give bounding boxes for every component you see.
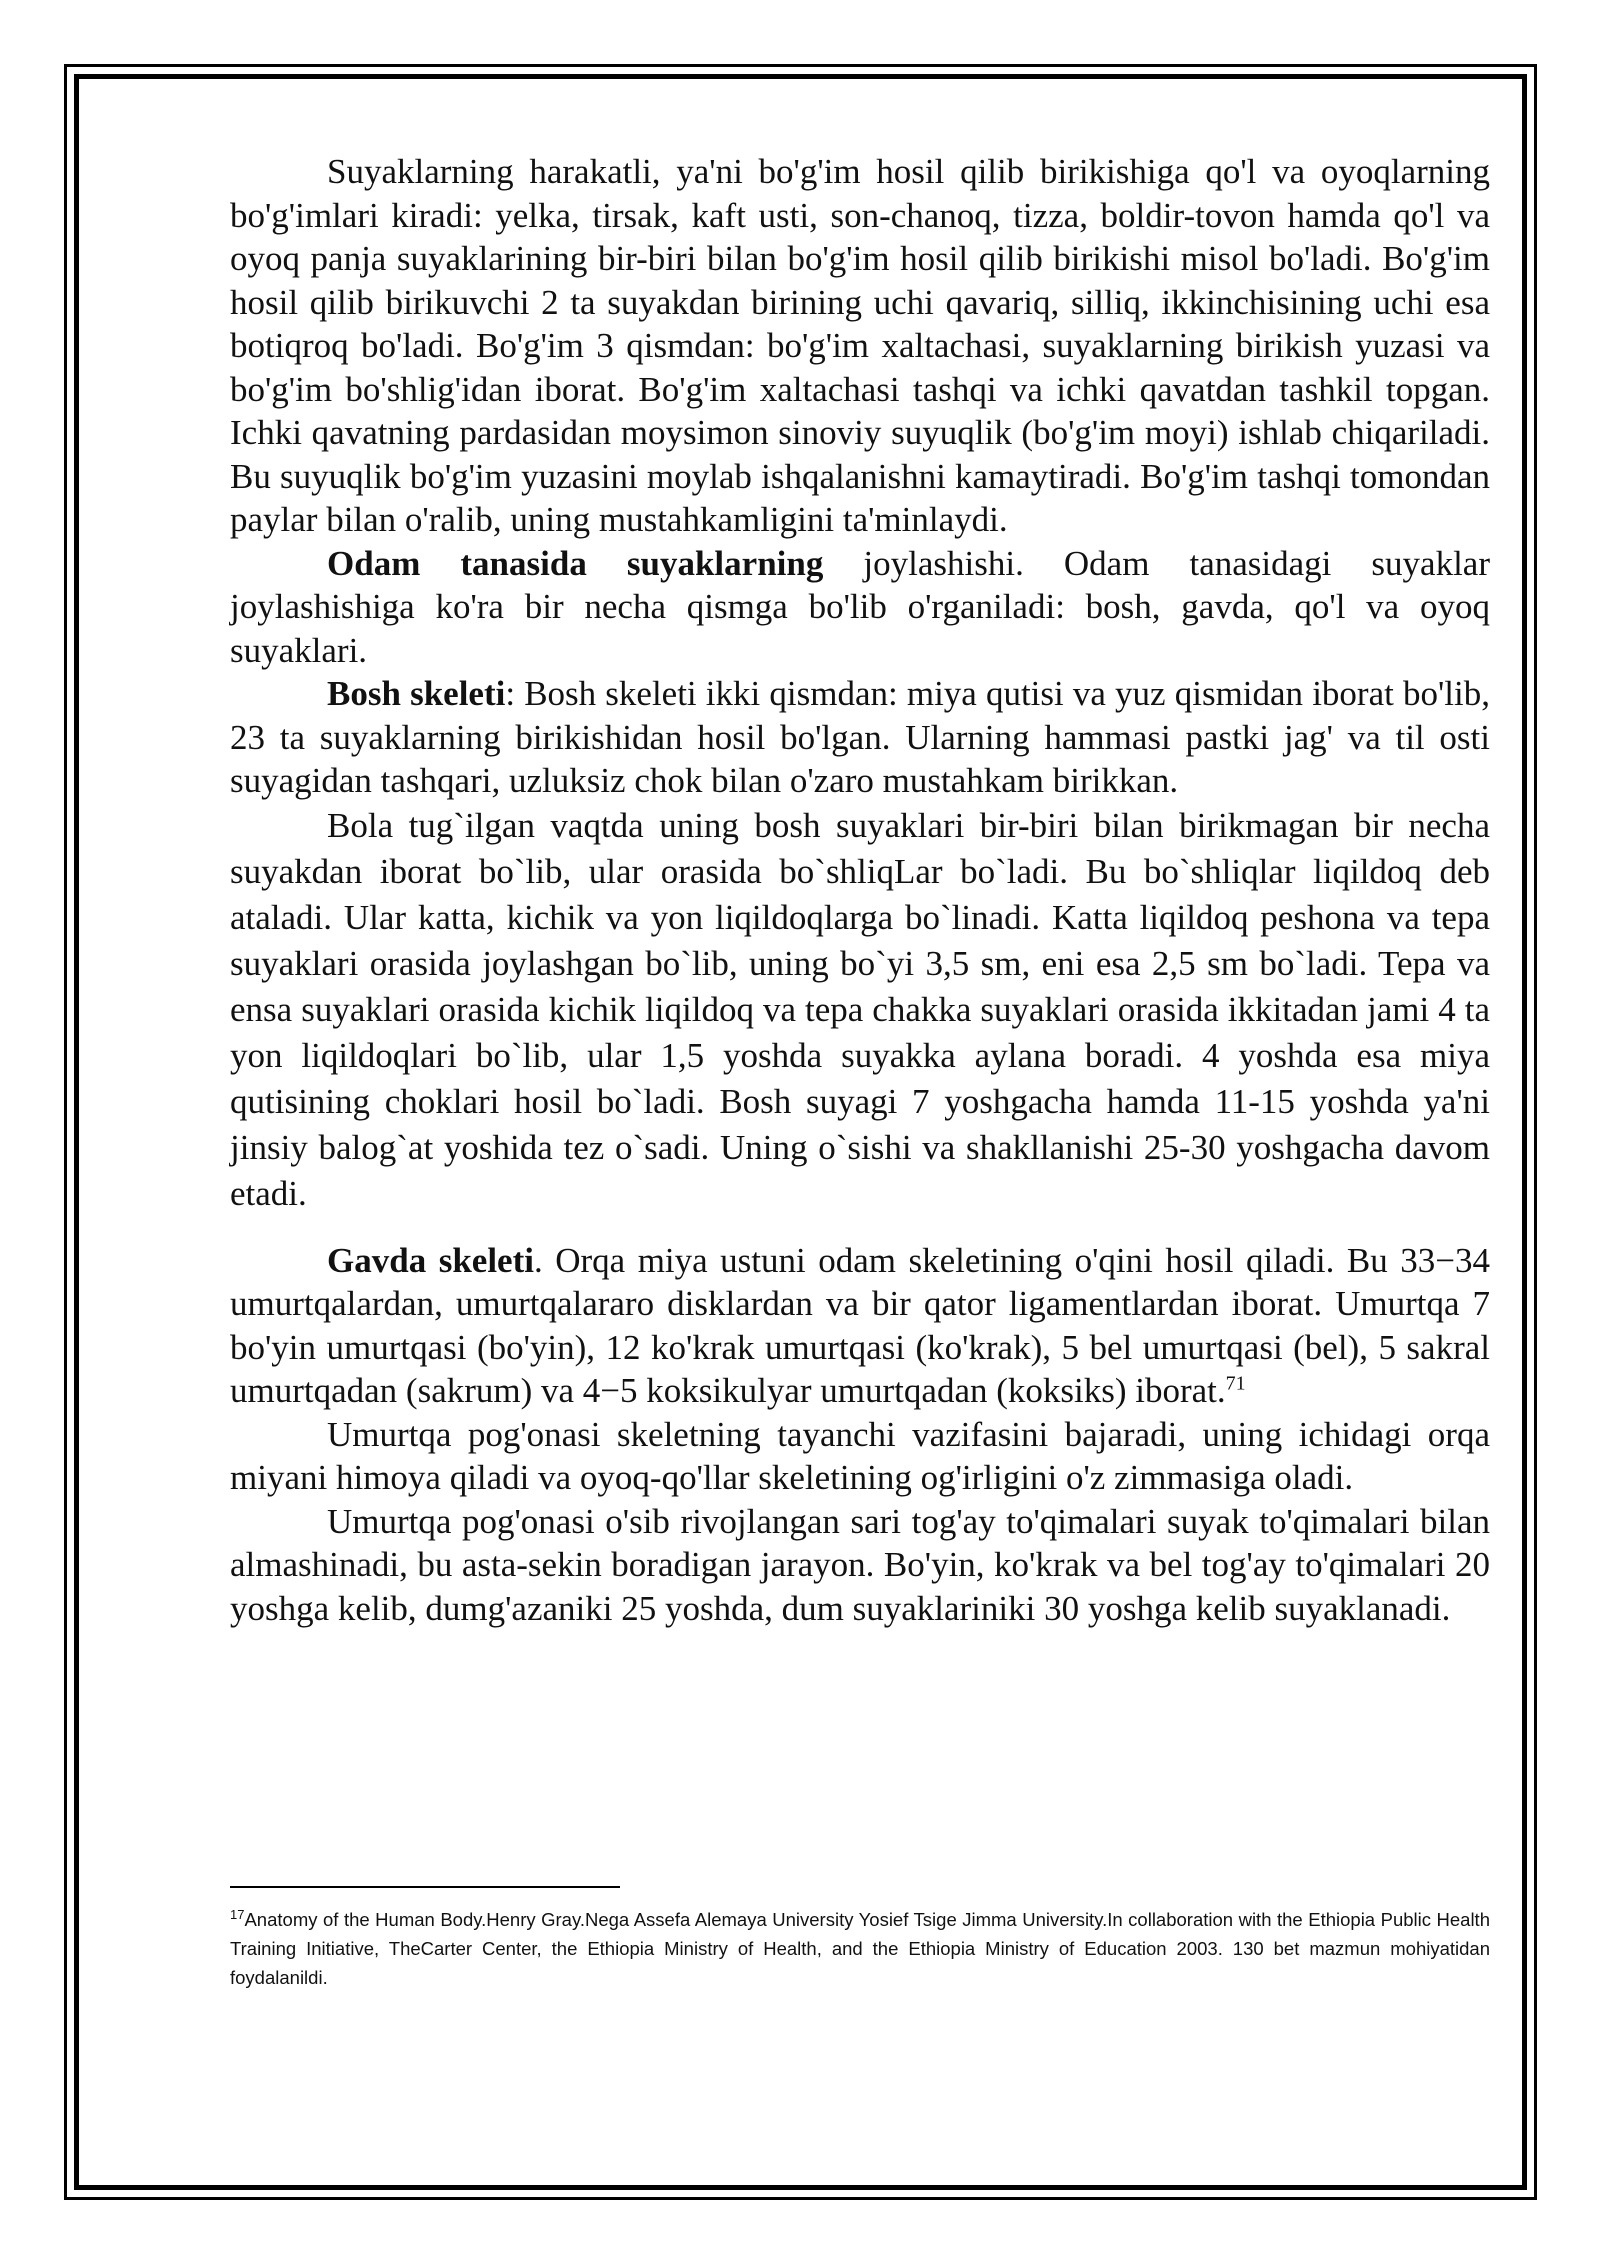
paragraph-text: : Bosh skeleti ikki qismdan: miya qutisi va yuz qismidan iborat bo'lib, 23 ta suyaklarning birikishidan hosil bo'lgan. Ularning hammasi pastki jag' va til osti suyagidan tashqari, uzluksiz chok bilan o'zaro mustahkam birikkan. <box>230 674 1490 800</box>
footnote-reference[interactable]: 71 <box>1225 1372 1246 1395</box>
paragraph-trunk <box>230 1239 1490 1413</box>
paragraph-bone-location <box>230 542 1490 673</box>
bold-heading-trunk: Gavda skeleti <box>327 1240 534 1280</box>
paragraph-joints: Suyaklarning harakatli, ya'ni bo'g'im hosil qilib birikishiga qo'l va oyoqlarning bo'g'imlari kiradi: yelka, tirsak, kaft usti, son-chanoq, tizza, boldir-tovon hamda qo'l va oyoq panja suyaklarining bir-biri bilan bo'g'im hosil qilib birikishi misol bo'ladi. Bo'g'im hosil qilib birikuvchi 2 ta suyakdan birining uchi qavariq, silliq, ikkinchisining uchi esa botiqroq bo'ladi. Bo'g'im 3 qismdan: bo'g'im xaltachasi, suyaklarning birikish yuzasi va bo'g'im bo'shlig'idan iborat. Bo'g'im xaltachasi tashqi va ichki qavatdan tashkil topgan. Ichki qavatning pardasidan moysimon sinoviy suyuqlik (bo'g'im moyi) ishlab chiqariladi. Bu suyuqlik bo'g'im yuzasini moylab ishqalanishni kamaytiradi. Bo'g'im tashqi tomondan paylar bilan o'ralib, uning mustahkamligini ta'minlaydi. <box>230 152 1490 539</box>
paragraph-spine-function: Umurtqa pog'onasi skeletning tayanchi vazifasini bajaradi, uning ichidagi orqa miyani himoya qiladi va oyoq-qo'llar skeletining og'irligini o'z zimmasiga oladi. <box>230 1414 1490 1497</box>
bold-heading-skull: Bosh skeleti <box>327 674 506 713</box>
bold-heading-bone-location: Odam tanasida suyaklarning <box>327 543 824 583</box>
document-body <box>230 150 1490 1630</box>
footnote-separator <box>230 1886 620 1888</box>
paragraph-fontanelles: Bola tug`ilgan vaqtda uning bosh suyaklari bir-biri bilan birikmagan bir necha suyakdan iborat bo`lib, ular orasida bo`shliqLar bo`ladi. Bu bo`shliqlar liqildoq deb ataladi. Ular katta, kichik va yon liqildoqlarga bo`linadi. Katta liqildoq peshona va tepa suyaklari orasida joylashgan bo`lib, uning bo`yi 3,5 sm, eni esa 2,5 sm bo`ladi. Tepa va ensa suyaklari orasida kichik liqildoq va tepa chakka suyaklari orasida ikkitadan jami 4 ta yon liqildoqlari bo`lib, ular 1,5 yoshda suyakka aylana boradi. 4 yoshda esa miya qutisining choklari hosil bo`ladi. Bosh suyagi 7 yoshgacha hamda 11-15 yoshda ya'ni jinsiy balog`at yoshida tez o`sadi. Uning o`sishi va shakllanishi 25-30 yoshgacha davom etadi. <box>230 805 1490 1213</box>
paragraph-skull <box>230 672 1490 803</box>
footnote <box>230 1905 1490 1992</box>
paragraph-gap <box>230 1217 1490 1239</box>
paragraph-text: joylashishi. Odam tanasidagi suyaklar joylashishiga ko'ra bir necha qismga bo'lib o'rganiladi: bosh, gavda, qo'l va oyoq suyaklari. <box>230 543 1490 670</box>
paragraph-text: . Orqa miya ustuni odam skeletining o'qini hosil qiladi. Bu 33−34 umurtqalardan, umurtqalararo disklardan va bir qator ligamentlardan iborat. Umurtqa 7 bo'yin umurtqasi (bo'yin), 12 ko'krak umurtqasi (ko'krak), 5 bel umurtqasi (bel), 5 sakral umurtqadan (sakrum) va 4−5 koksikulyar umurtqadan (koksiks) iborat. <box>230 1240 1491 1410</box>
footnote-text: Anatomy of the Human Body.Henry Gray.Nega Assefa Alemaya University Yosief Tsige Jimma University.In collaboration with the Ethiopia Public Health Training Initiative, TheCarter Center, the Ethiopia Ministry of Health, and the Ethiopia Ministry of Education 2003. 130 bet mazmun mohiyatidan foydalanildi. <box>230 1909 1490 1988</box>
footnote-marker: 17 <box>230 1906 245 1922</box>
paragraph-ossification: Umurtqa pog'onasi o'sib rivojlangan sari tog'ay to'qimalari suyak to'qimalari bilan almashinadi, bu asta-sekin boradigan jarayon. Bo'yin, ko'krak va bel tog'ay to'qimalari 20 yoshga kelib, dumg'azaniki 25 yoshda, dum suyaklariniki 30 yoshga kelib suyaklanadi. <box>230 1501 1490 1628</box>
